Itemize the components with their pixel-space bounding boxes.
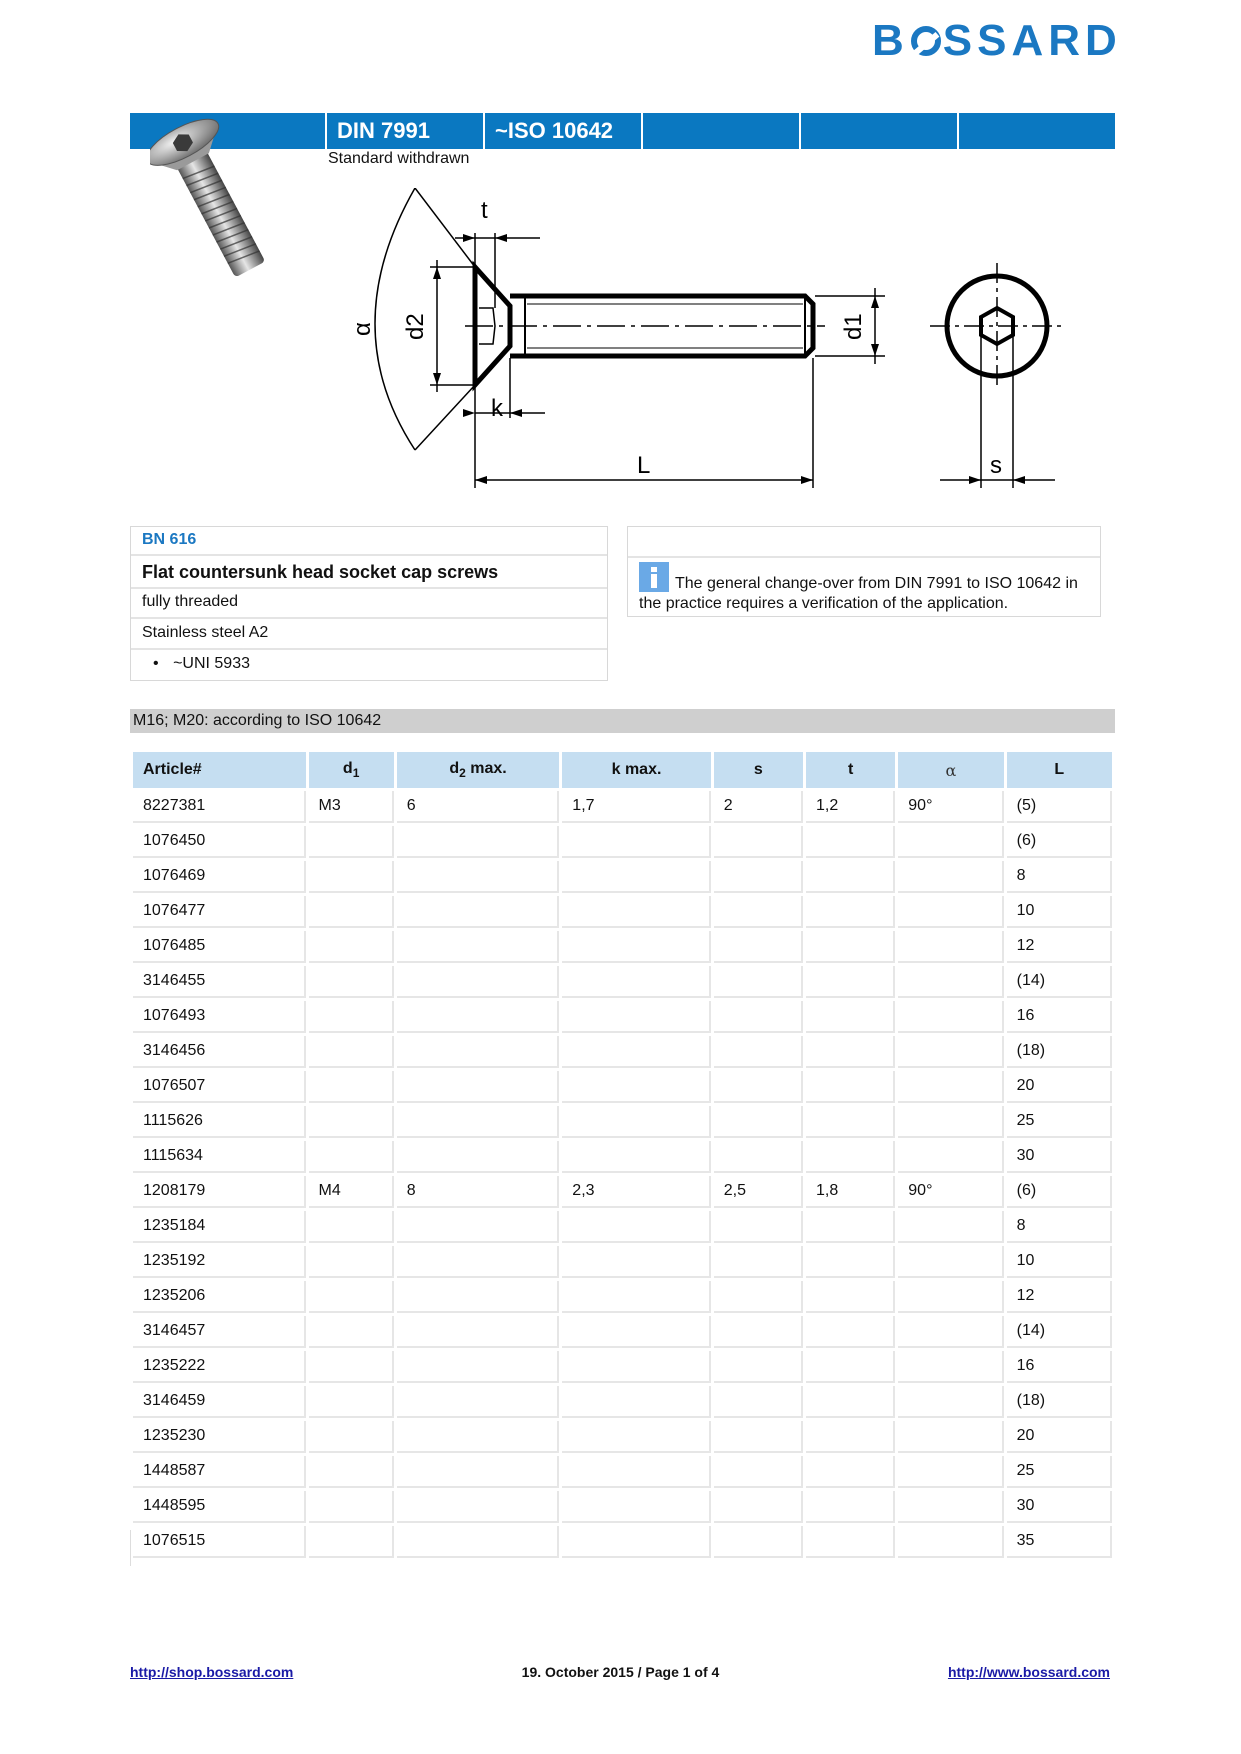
cell-d2 [397,1351,560,1383]
website-link[interactable]: http://www.bossard.com [947,1664,1110,1680]
application-note-text: The general change-over from DIN 7991 to ISO 10642 in the practice requires a verification of the application. [639,575,1078,612]
product-title: Flat countersunk head socket cap screws [131,556,607,589]
cell-s [714,1001,803,1033]
cell-article: 3146456 [133,1036,306,1068]
cell-s [714,826,803,858]
cell-article: 1115634 [133,1141,306,1173]
cell-t [806,966,895,998]
cell-d2 [397,1001,560,1033]
cell-s [714,1316,803,1348]
table-row [133,1421,1112,1453]
cell-article: 1076515 [133,1526,306,1558]
table-row [133,861,1112,893]
cell-s [714,931,803,963]
cell-article: 1076477 [133,896,306,928]
cell-article: 1076507 [133,1071,306,1103]
cell-L: 25 [1007,1106,1112,1138]
product-material: Stainless steel A2 [131,619,607,650]
cell-d2 [397,1421,560,1453]
cell-k [562,1526,710,1558]
cell-s [714,1211,803,1243]
cell-s [714,896,803,928]
cell-d1 [309,1001,394,1033]
cell-d2 [397,1036,560,1068]
bullet-icon: • [153,655,159,672]
cell-t [806,1001,895,1033]
cell-alpha: 90° [898,1176,1003,1208]
cell-k [562,1421,710,1453]
cell-L: (6) [1007,1176,1112,1208]
cell-L: 8 [1007,861,1112,893]
cell-d1 [309,1246,394,1278]
cell-d2: 8 [397,1176,560,1208]
cell-s [714,1036,803,1068]
cell-k [562,966,710,998]
cell-t: 1,2 [806,791,895,823]
cell-L: (5) [1007,791,1112,823]
cell-L: 10 [1007,896,1112,928]
cell-article: 1076469 [133,861,306,893]
cell-d2 [397,1141,560,1173]
cell-alpha [898,1456,1003,1488]
cell-d1 [309,861,394,893]
cell-alpha [898,1141,1003,1173]
table-row [133,1036,1112,1068]
cell-alpha [898,1281,1003,1313]
dim-s-label: s [990,452,1002,479]
article-table [130,749,1115,1561]
cell-d2 [397,1106,560,1138]
cell-L: (14) [1007,966,1112,998]
cell-article: 1235184 [133,1211,306,1243]
cell-d2 [397,1526,560,1558]
cell-L: 20 [1007,1421,1112,1453]
cell-t [806,1386,895,1418]
cell-alpha: 90° [898,791,1003,823]
table-row [133,1281,1112,1313]
cell-d1 [309,1386,394,1418]
col-article-header: Article# [133,752,306,788]
cell-article: 8227381 [133,791,306,823]
cell-k [562,1281,710,1313]
dim-alpha-label: α [349,322,376,336]
col-alpha-header: α [898,752,1003,788]
cell-d2: 6 [397,791,560,823]
logo-o-icon [911,26,941,56]
cell-s [714,1071,803,1103]
cell-d1 [309,1456,394,1488]
cell-article: 1235206 [133,1281,306,1313]
table-row [133,1211,1112,1243]
table-row [133,1491,1112,1523]
cell-t [806,1491,895,1523]
cell-d2 [397,1071,560,1103]
cell-article: 3146455 [133,966,306,998]
cell-L: 16 [1007,1001,1112,1033]
cell-d1 [309,1316,394,1348]
table-row [133,1246,1112,1278]
cell-s [714,1421,803,1453]
cell-t [806,1351,895,1383]
cell-s [714,1456,803,1488]
col-s-header: s [714,752,803,788]
cell-article: 1448587 [133,1456,306,1488]
table-row [133,1071,1112,1103]
page-info: 19. October 2015 / Page 1 of 4 [521,1664,720,1680]
cell-L: 12 [1007,1281,1112,1313]
cell-k [562,826,710,858]
cell-d1 [309,1281,394,1313]
cell-s: 2 [714,791,803,823]
cell-k: 2,3 [562,1176,710,1208]
cell-alpha [898,1211,1003,1243]
cell-k [562,1316,710,1348]
cell-s [714,966,803,998]
cell-alpha [898,1491,1003,1523]
cell-d1: M3 [309,791,394,823]
cell-article: 3146459 [133,1386,306,1418]
cell-s [714,1351,803,1383]
cell-s: 2,5 [714,1176,803,1208]
cell-article: 1208179 [133,1176,306,1208]
cell-k [562,1491,710,1523]
cell-s [714,1106,803,1138]
dim-t-label: t [481,197,488,224]
cell-d1: M4 [309,1176,394,1208]
cell-d2 [397,1281,560,1313]
cell-d2 [397,931,560,963]
cell-article: 1076493 [133,1001,306,1033]
cell-d2 [397,1246,560,1278]
table-header-row [133,752,1112,788]
cell-article: 3146457 [133,1316,306,1348]
cell-L: (18) [1007,1036,1112,1068]
cell-t [806,1106,895,1138]
cell-s [714,1386,803,1418]
col-k-header: k max. [562,752,710,788]
table-row [133,1526,1112,1558]
cell-alpha [898,896,1003,928]
cell-k [562,1071,710,1103]
table-row [133,931,1112,963]
table-row [133,791,1112,823]
cell-article: 1115626 [133,1106,306,1138]
cell-alpha [898,1246,1003,1278]
cell-t [806,1316,895,1348]
standard-empty-3 [957,113,1115,149]
cell-article: 1235230 [133,1421,306,1453]
standard-empty-2 [799,113,957,149]
standard-status: Standard withdrawn [328,150,470,167]
table-row [133,1176,1112,1208]
cell-t [806,1456,895,1488]
cell-s [714,1281,803,1313]
cell-article: 1448595 [133,1491,306,1523]
cell-k [562,1386,710,1418]
table-row [133,1351,1112,1383]
cell-k [562,861,710,893]
cell-L: 10 [1007,1246,1112,1278]
cell-article: 1076485 [133,931,306,963]
cell-alpha [898,966,1003,998]
dim-L-label: L [637,452,651,479]
dim-d2-label: d2 [402,313,429,340]
cell-k [562,1106,710,1138]
cell-t [806,1036,895,1068]
cell-L: 16 [1007,1351,1112,1383]
cell-t [806,826,895,858]
cell-L: 12 [1007,931,1112,963]
table-row [133,1001,1112,1033]
cell-t [806,1071,895,1103]
cell-article: 1076450 [133,826,306,858]
cell-alpha [898,1526,1003,1558]
cell-t [806,1141,895,1173]
cell-s [714,861,803,893]
cell-L: 20 [1007,1071,1112,1103]
cell-L: 35 [1007,1526,1112,1558]
cell-k [562,1211,710,1243]
cell-d1 [309,1071,394,1103]
cell-d1 [309,1491,394,1523]
cell-s [714,1141,803,1173]
screw-photo [150,108,280,288]
cell-L: 25 [1007,1456,1112,1488]
cell-k [562,931,710,963]
table-row [133,826,1112,858]
cell-t [806,861,895,893]
dim-d1-label: d1 [840,313,867,340]
cell-d2 [397,966,560,998]
product-info-box [130,526,608,681]
cell-d1 [309,826,394,858]
cell-d1 [309,1526,394,1558]
bossard-logo: B SSARD [872,16,1122,65]
product-code: BN 616 [131,527,607,556]
cell-t: 1,8 [806,1176,895,1208]
cell-k [562,1351,710,1383]
cell-d1 [309,1036,394,1068]
cell-d1 [309,1106,394,1138]
cell-t [806,896,895,928]
cell-L: (6) [1007,826,1112,858]
shop-link[interactable]: http://shop.bossard.com [130,1664,294,1680]
cell-k [562,1001,710,1033]
cell-L: 30 [1007,1491,1112,1523]
standard-empty-1 [641,113,799,149]
cell-d1 [309,1141,394,1173]
technical-drawing [345,188,1095,508]
cell-alpha [898,826,1003,858]
standard-iso: ~ISO 10642 [483,113,641,149]
cell-d2 [397,1386,560,1418]
size-note: M16; M20: according to ISO 10642 [130,709,1115,733]
cell-d1 [309,896,394,928]
table-row [133,1141,1112,1173]
cell-d2 [397,1211,560,1243]
cell-alpha [898,1386,1003,1418]
table-row [133,1316,1112,1348]
cell-d1 [309,1351,394,1383]
cell-d2 [397,1491,560,1523]
cell-k [562,1456,710,1488]
divider [130,1530,131,1566]
cell-alpha [898,1036,1003,1068]
cell-L: (18) [1007,1386,1112,1418]
cell-d2 [397,896,560,928]
product-thread: fully threaded [131,589,607,619]
cell-alpha [898,1421,1003,1453]
cell-k [562,1246,710,1278]
cell-t [806,1281,895,1313]
table-row [133,1106,1112,1138]
cell-t [806,1421,895,1453]
cell-alpha [898,1316,1003,1348]
cell-alpha [898,1001,1003,1033]
cell-L: (14) [1007,1316,1112,1348]
cell-article: 1235192 [133,1246,306,1278]
cell-t [806,1211,895,1243]
col-L-header: L [1007,752,1112,788]
cell-d1 [309,1211,394,1243]
cell-k [562,1141,710,1173]
equivalent-list [131,650,607,681]
cell-s [714,1526,803,1558]
dim-k-label: k [491,395,503,422]
cell-article: 1235222 [133,1351,306,1383]
cell-alpha [898,931,1003,963]
cell-t [806,1526,895,1558]
cell-alpha [898,1071,1003,1103]
cell-L: 8 [1007,1211,1112,1243]
cell-d2 [397,1456,560,1488]
cell-t [806,1246,895,1278]
cell-d1 [309,1421,394,1453]
application-note-box [627,526,1101,617]
cell-t [806,931,895,963]
equivalent-item: ~UNI 5933 [173,655,250,672]
cell-alpha [898,1106,1003,1138]
cell-d2 [397,861,560,893]
cell-d2 [397,826,560,858]
cell-alpha [898,1351,1003,1383]
table-row [133,966,1112,998]
cell-d2 [397,1316,560,1348]
table-row [133,1386,1112,1418]
cell-s [714,1246,803,1278]
cell-s [714,1491,803,1523]
cell-k [562,1036,710,1068]
cell-k [562,896,710,928]
col-t-header: t [806,752,895,788]
cell-d1 [309,931,394,963]
col-d1-header: $d_1$ [309,752,394,788]
standard-din: DIN 7991 [325,113,483,149]
col-d2-header: $d_2$ max. [397,752,560,788]
cell-L: 30 [1007,1141,1112,1173]
table-row [133,896,1112,928]
table-row [133,1456,1112,1488]
cell-k: 1,7 [562,791,710,823]
cell-alpha [898,861,1003,893]
cell-d1 [309,966,394,998]
